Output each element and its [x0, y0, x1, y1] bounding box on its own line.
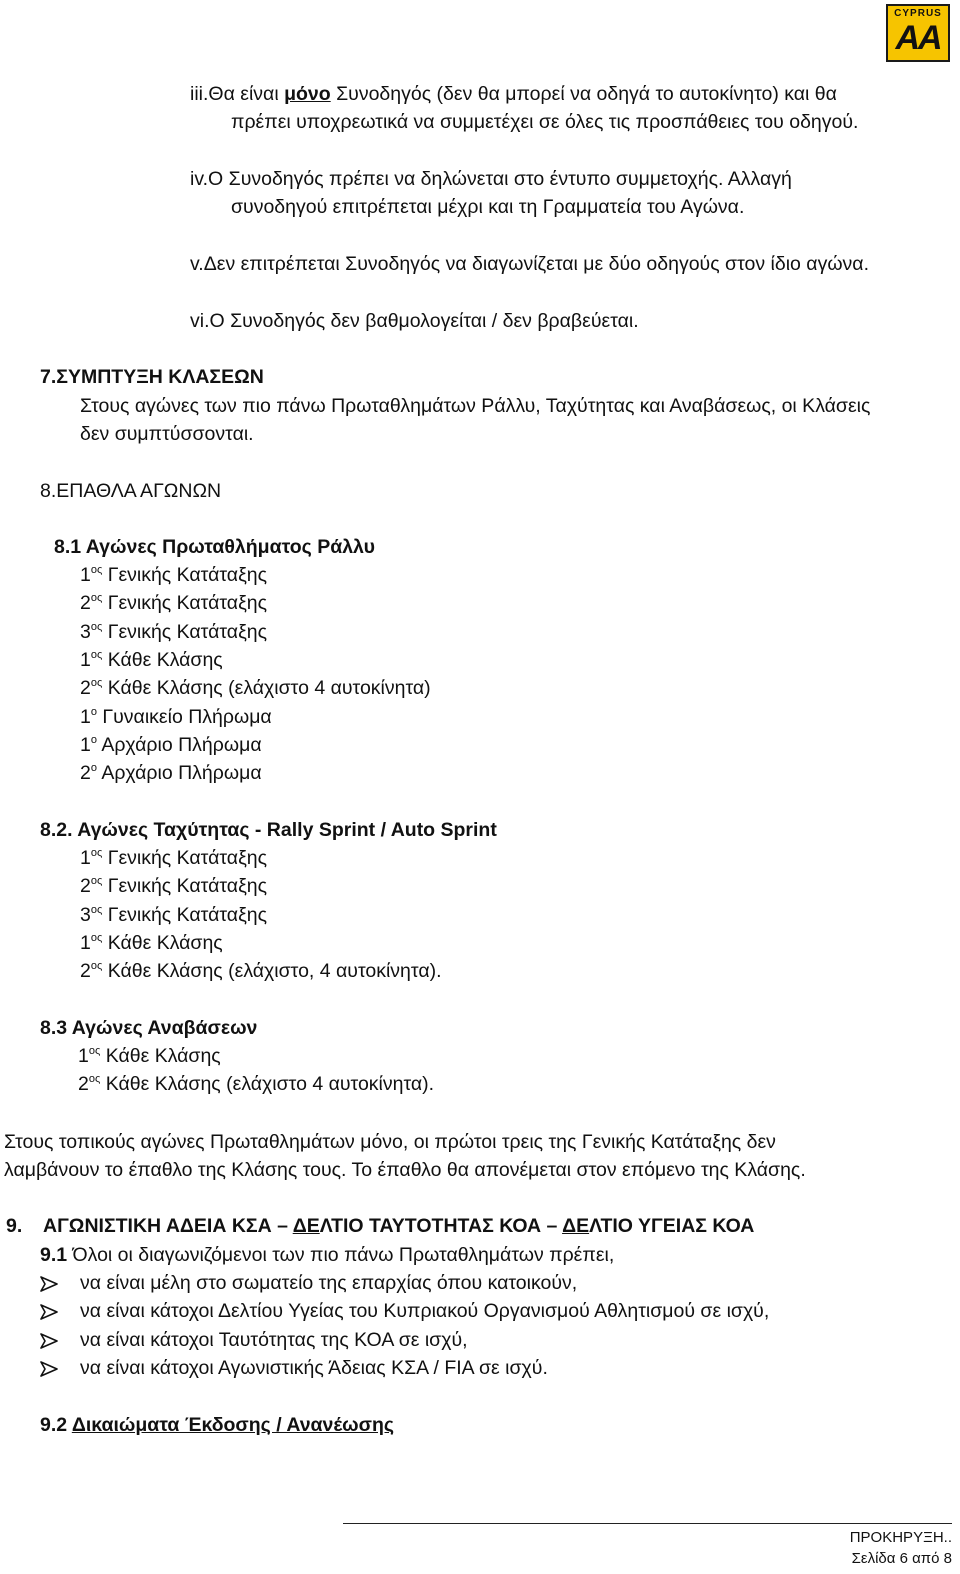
rule-iii-line1	[190, 85, 837, 105]
prize-rank-suffix: ο	[90, 762, 97, 775]
requirement-bullet-item: να είναι κάτοχοι Αγωνιστικής Άδειας ΚΣΑ / FIA σε ισχύ.	[80, 1356, 548, 1379]
prize-description: Γενικής Κατάταξης	[102, 875, 268, 898]
section-9-number: 9.	[6, 1215, 23, 1237]
section-8-1-heading: 8.1 Αγώνες Πρωταθλήματος Ράλλυ	[54, 536, 375, 558]
prize-description: Κάθε Κλάσης	[102, 931, 223, 954]
prize-item	[78, 1047, 221, 1067]
prize-item	[80, 648, 223, 671]
prize-rank: 3	[80, 620, 91, 643]
arrow-bullet-icon	[40, 1361, 58, 1377]
prize-item	[80, 566, 267, 586]
prize-description: Γενικής Κατάταξης	[102, 592, 268, 615]
section-8-3-heading: 8.3 Αγώνες Αναβάσεων	[40, 1017, 258, 1039]
requirement-bullet-item: να είναι μέλη στο σωματείο της επαρχίας όπου κατοικούν,	[80, 1272, 578, 1294]
prize-item	[80, 705, 272, 728]
prize-description: Γενικής Κατάταξης	[102, 620, 268, 643]
section-9-1-number: 9.1	[40, 1244, 68, 1266]
rule-iv-line2: συνοδηγού επιτρέπεται μέχρι και τη Γραμματεία του Αγώνα.	[231, 196, 745, 218]
prize-description: Κάθε Κλάσης (ελάχιστο 4 αυτοκίνητα).	[100, 1073, 435, 1096]
section-9-heading	[43, 1217, 754, 1237]
cyprus-aa-logo	[886, 4, 950, 62]
logo-main-text: AA	[895, 19, 941, 57]
section-7-heading: 7.ΣΥΜΠΤΥΞΗ ΚΛΑΣΕΩΝ	[40, 366, 264, 388]
prize-rank: 1	[80, 705, 91, 728]
prize-rank-suffix: ος	[90, 931, 103, 944]
section-9-heading-part-b: ΔΕ	[292, 1215, 320, 1237]
footer-page-number: Σελίδα 6 από 8	[851, 1550, 952, 1567]
section-9-2-number: 9.2	[40, 1414, 72, 1436]
prize-item	[80, 620, 268, 643]
footer-divider	[343, 1523, 952, 1524]
requirement-bullet-item: να είναι κάτοχοι Ταυτότητας της ΚΟΑ σε ισχύ,	[80, 1328, 468, 1351]
prize-rank: 1	[80, 847, 91, 869]
prize-rank-suffix: ος	[90, 592, 103, 605]
prize-rank: 2	[80, 762, 91, 785]
prize-item	[80, 903, 268, 926]
prize-description: Γυναικείο Πλήρωμα	[96, 705, 272, 728]
prize-rank: 2	[80, 960, 91, 983]
prize-description: Κάθε Κλάσης	[100, 1045, 221, 1067]
prize-description: Γενικής Κατάταξης	[102, 847, 268, 869]
prize-item	[80, 931, 223, 954]
prize-rank-suffix: ος	[90, 677, 103, 690]
section-9-1-line	[40, 1246, 614, 1266]
prize-rank-suffix: ος	[88, 1045, 101, 1057]
arrow-bullet-icon	[40, 1276, 58, 1292]
rule-vi: vi.Ο Συνοδηγός δεν βαθμολογείται / δεν βραβεύεται.	[190, 310, 639, 332]
rule-iv-line1: iv.Ο Συνοδηγός πρέπει να δηλώνεται στο έντυπο συμμετοχής. Αλλαγή	[190, 168, 792, 190]
prize-rank-suffix: ο	[90, 733, 97, 746]
prize-description: Γενικής Κατάταξης	[102, 903, 268, 926]
prize-rank-suffix: ος	[90, 875, 103, 888]
arrow-bullet-icon	[40, 1333, 58, 1349]
prize-description: Κάθε Κλάσης	[102, 648, 223, 671]
prize-rank-suffix: ος	[90, 847, 103, 859]
prize-rank-suffix: ος	[90, 564, 103, 576]
section-9-1-text: Όλοι οι διαγωνιζόμενοι των πιο πάνω Πρωταθλημάτων πρέπει,	[67, 1244, 615, 1266]
prize-rank: 2	[78, 1073, 89, 1096]
prize-rank-suffix: ος	[90, 960, 103, 973]
prize-item	[80, 962, 442, 982]
prize-description: Αρχάριο Πλήρωμα	[96, 733, 262, 756]
rule-iii-suffix: Συνοδηγός (δεν θα μπορεί να οδηγά το αυτοκίνητο) και θα	[330, 83, 837, 105]
section-8-heading: 8.ΕΠΑΘΛΑ ΑΓΩΝΩΝ	[40, 480, 222, 502]
section-7-text-line2: δεν συμπτύσσονται.	[80, 423, 254, 445]
prize-rank: 1	[80, 564, 91, 586]
rule-v: v.Δεν επιτρέπεται Συνοδηγός να διαγωνίζεται με δύο οδηγούς στον ίδιο αγώνα.	[190, 253, 869, 275]
prize-item	[80, 849, 267, 869]
prize-item	[80, 594, 267, 614]
prize-rank-suffix: ος	[88, 1073, 101, 1086]
footer-document-name: ΠΡΟΚΗΡΥΞΗ..	[849, 1529, 952, 1546]
prize-rank: 1	[80, 733, 91, 756]
rule-iii-emphasis: μόνο	[284, 83, 331, 105]
prize-rank: 1	[80, 931, 91, 954]
prize-rank-suffix: ος	[90, 620, 103, 633]
prize-description: Κάθε Κλάσης (ελάχιστο, 4 αυτοκίνητα).	[102, 960, 442, 983]
section-9-heading-part-c: ΛΤΙΟ ΤΑΥΤΟΤΗΤΑΣ ΚΟΑ –	[319, 1215, 563, 1237]
prize-item	[80, 764, 262, 784]
prize-item	[78, 1075, 434, 1095]
prize-rank: 2	[80, 677, 91, 700]
section-8-note-line1: Στους τοπικούς αγώνες Πρωταθλημάτων μόνο, οι πρώτοι τρεις της Γενικής Κατάταξης δεν	[4, 1131, 776, 1153]
prize-rank: 2	[80, 592, 91, 615]
prize-description: Γενικής Κατάταξης	[102, 564, 268, 586]
section-9-2-heading	[40, 1416, 394, 1436]
requirement-bullet-item: να είναι κάτοχοι Δελτίου Υγείας του Κυπριακού Οργανισμού Αθλητισμού σε ισχύ,	[80, 1300, 770, 1323]
rule-iii-prefix: iii.Θα είναι	[190, 83, 285, 105]
logo-top-text: CYPRUS	[894, 8, 942, 19]
section-8-note-line2: λαμβάνουν το έπαθλο της Κλάσης τους. Το έπαθλο θα απονέμεται στον επόμενο της Κλάσης.	[4, 1159, 806, 1181]
prize-item	[80, 877, 267, 897]
prize-rank-suffix: ος	[90, 903, 103, 916]
rule-iii-line2: πρέπει υποχρεωτικά να συμμετέχει σε όλες τις προσπάθειες του οδηγού.	[231, 111, 859, 133]
prize-rank: 1	[78, 1045, 89, 1067]
section-8-2-heading: 8.2. Αγώνες Ταχύτητας - Rally Sprint / Auto Sprint	[40, 819, 497, 841]
prize-rank-suffix: ος	[90, 648, 103, 661]
section-9-heading-part-e: ΛΤΙΟ ΥΓΕΙΑΣ ΚΟΑ	[589, 1215, 755, 1237]
prize-description: Αρχάριο Πλήρωμα	[96, 762, 262, 785]
section-9-heading-part-d: ΔΕ	[562, 1215, 590, 1237]
arrow-bullet-icon	[40, 1304, 58, 1320]
prize-description: Κάθε Κλάσης (ελάχιστο 4 αυτοκίνητα)	[102, 677, 431, 700]
prize-rank: 1	[80, 648, 91, 671]
prize-item	[80, 733, 262, 756]
prize-rank: 3	[80, 903, 91, 926]
section-9-heading-part-a: ΑΓΩΝΙΣΤΙΚΗ ΑΔΕΙΑ ΚΣΑ –	[43, 1215, 293, 1237]
prize-rank-suffix: ο	[90, 705, 97, 718]
section-9-2-title: Δικαιώματα Έκδοσης / Ανανέωσης	[71, 1414, 395, 1436]
section-7-text-line1: Στους αγώνες των πιο πάνω Πρωταθλημάτων Ράλλυ, Ταχύτητας και Αναβάσεως, οι Κλάσεις	[80, 395, 871, 417]
prize-item	[80, 679, 431, 699]
prize-rank: 2	[80, 875, 91, 898]
